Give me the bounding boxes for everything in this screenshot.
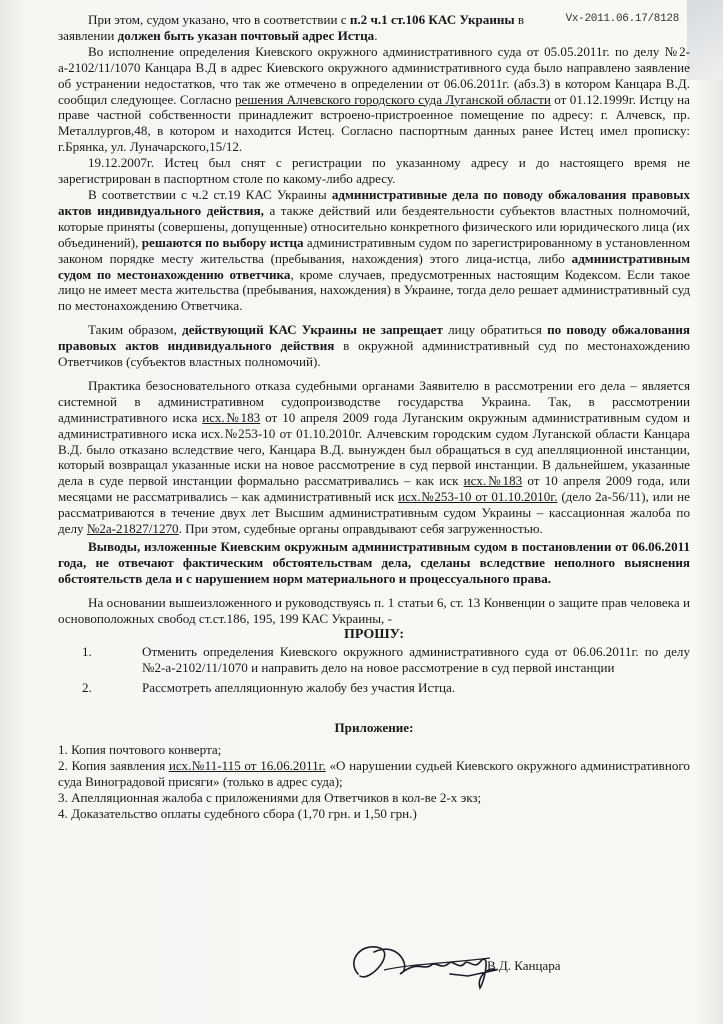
paragraph-6: Практика безосновательного отказа судебными органами Заявителю в рассмотрении его дела – является системной в административном судопроизводстве государства Украина. Так, в рассмотрении административного иска исх.№183 от 10 апреля 2009 года Луганским окружным административным судом и административного иска исх.№253-10 от 01.10.2010г. Алчевским городским судом Луганской области Канцара В.Д. было отказано вследствие чего, Канцара В.Д. вынужден был обращаться в суд апелляционной инстанции, который возвращал указанные иски на новое рассмотрение в суд первой инстанции. В дальнейшем, указанные дела в суде первой инстанции формально рассматривались – как иск исх.№183 от 10 апреля 2009 года, или месяцами не рассматривались – как административный иск исх.№253-10 от 01.10.2010г. (дело 2а-56/11), или не рассматриваются в течение двух лет Высшим административным судом Украины – кассационная жалоба по делу №2а-21827/1270. При этом, судебные органы оправдывают себя загруженностью.: [58, 377, 690, 537]
request-item: [58, 680, 690, 696]
paragraph-1-cont: заявлении должен быть указан почтовый адрес Истца.: [58, 27, 378, 43]
paragraph-7-conclusions: Выводы, изложенные Киевским окружным административным судом в постановлении от 06.06.2011 года, не отвечают фактическим обстоятельствам дела, сделаны вследствие неполного выяснения обстоятельств дела и с нарушением норм материального и процессуального права.: [58, 539, 690, 586]
request-number: 1.: [82, 644, 92, 660]
signature-name: В.Д. Канцара: [487, 958, 561, 973]
paragraph-8: На основании вышеизложенного и руководствуясь п. 1 статьи 6, ст. 13 Конвенции о защите прав человека и основоположных свобод ст.ст.186, 195, 199 КАС Украины, -: [58, 594, 690, 626]
request-text: Отменить определения Киевского окружного административного суда от 06.06.2011г. по делу №2-а-2102/11/1070 и направить дело на новое рассмотрение в суд первой инстанции: [142, 644, 690, 676]
paragraph-5: Таким образом, действующий КАС Украины не запрещает лицу обратиться по поводу обжалования правовых актов индивидуального действия в окружной административный суд по местонахождению Ответчиков (субъектов властных полномочий).: [58, 322, 690, 370]
paragraph-2: Во исполнение определения Киевского окружного административного суда от 05.05.2011г. по делу №2-а-2102/11/1070 Канцара В.Д в адрес Киевского окружного административного суда было направлено заявление об устранении недостатков, что так же отмечено в определении от 06.06.2011г. (абз.3) в котором Канцара В.Д. сообщил следующее. Согласно решения Алчевского городского суда Луганской области от 01.12.1999г. Истцу на праве частной собственности принадлежит встроено-пристроенное помещение по адресу: г. Алчевск, пр. Металлургов,48, в котором и находится Истец. Согласно паспортным данных ранее Истец имел прописку: г.Брянка, ул. Луначарского,15/12.: [58, 43, 690, 155]
request-number: 2.: [82, 680, 92, 696]
paragraph-3: 19.12.2007г. Истец был снят с регистрации по указанному адресу и до настоящего время не зарегистрирован в паспортном столе по какому-либо адресу.: [58, 155, 690, 187]
paragraph-4: В соответствии с ч.2 ст.19 КАС Украины административные дела по поводу обжалования правовых актов индивидуального действия, а также действий или бездеятельности субъектов властных полномочий, которые приняты (совершены, допущенные) относительно конкретного физического или юридического лица (их объединений), решаются по выбору истца административным судом по зарегистрированному в установленном законом порядке месту жительства (пребывания, нахождения) этого лица-истца, либо административным судом по местонахождению ответчика, кроме случаев, предусмотренных настоящим Кодексом. Если такое лицо не имеет места жительства (пребывания, нахождения) в Украине, тогда дело решает административный суд по местонахождению Ответчика.: [58, 186, 690, 314]
page-corner-shadow: [687, 0, 723, 80]
request-heading: ПРОШУ:: [343, 626, 405, 642]
attachment-3: 3. Апелляционная жалоба с приложениями для Ответчиков в кол-ве 2-х экз;: [58, 789, 482, 805]
attachments-heading: Приложение:: [334, 720, 414, 736]
attachment-2: 2. Копия заявления исх.№11-115 от 16.06.2011г. «О нарушении судьей Киевского окружного административного суда Виноградовой присяги» (только в адрес суда);: [58, 757, 690, 789]
paragraph-1: При этом, судом указано, что в соответствии с п.2 ч.1 ст.106 КАС Украины в: [88, 12, 525, 27]
attachment-4: 4. Доказательство оплаты судебного сбора (1,70 грн. и 1,50 грн.): [58, 805, 417, 821]
request-item: [58, 644, 690, 676]
document-body: [58, 12, 690, 822]
attachment-1: 1. Копия почтового конверта;: [58, 742, 222, 758]
request-text: Рассмотреть апелляционную жалобу без участия Истца.: [142, 680, 456, 696]
incoming-stamp: Vх-2011.06.17/8128: [565, 13, 679, 25]
